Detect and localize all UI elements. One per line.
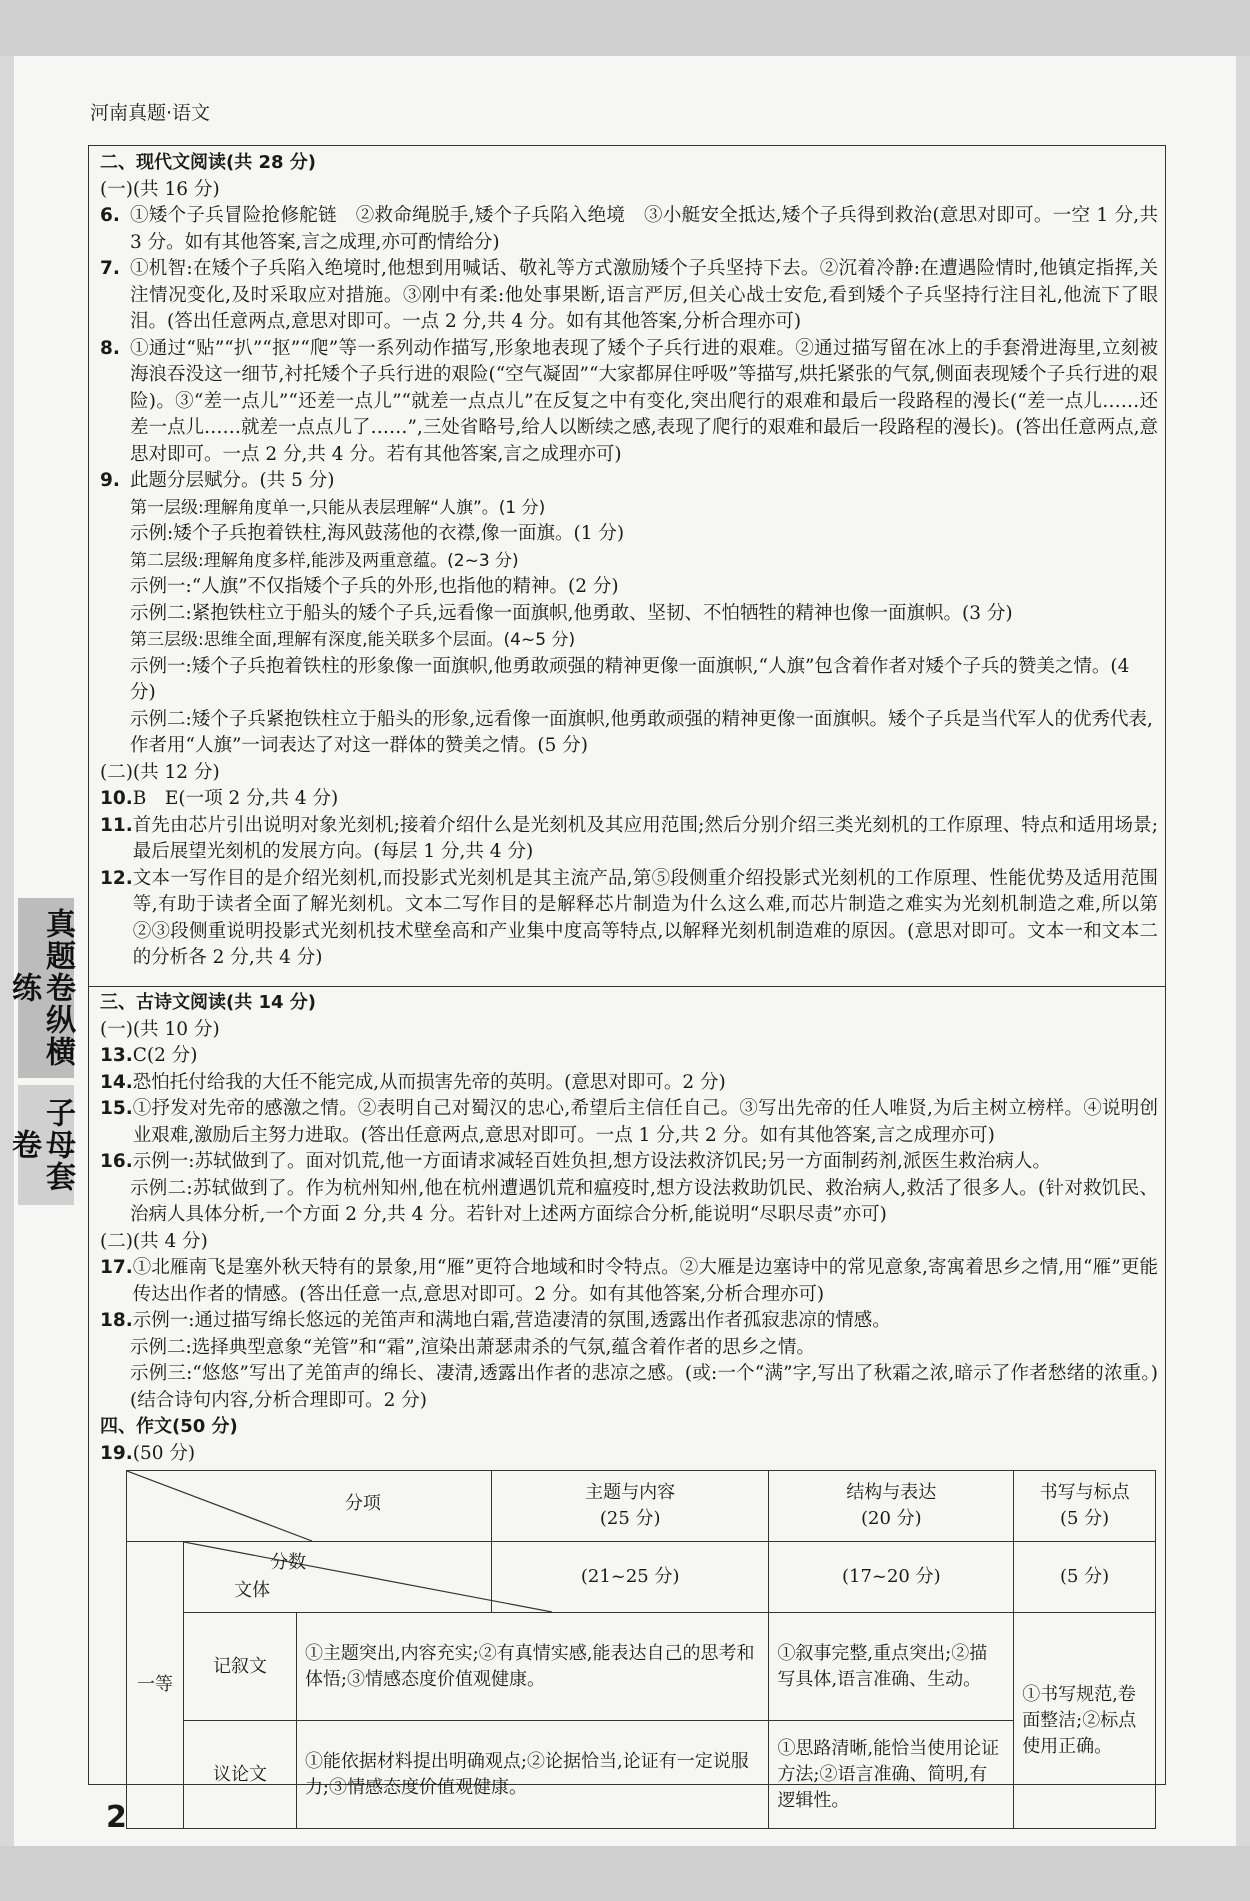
question-number: 13. <box>100 1045 133 1066</box>
genre-narrative: 记叙文 <box>184 1613 297 1721</box>
answer-text: ①抒发对先帝的感激之情。②表明自己对蜀汉的忠心,希望后主信任自己。③写出先帝的任人唯贤,为后主树立榜样。④说明创业艰难,激励后主努力进取。(答出任意两点,意思对即可。一点 1 分,共 2 分。如有其他答案,言之成理亦可) <box>132 1098 1158 1146</box>
question-13 <box>100 1043 1158 1070</box>
answer-text: 文本一写作目的是介绍光刻机,而投影式光刻机是其主流产品,第⑤段侧重介绍投影式光刻机的工作原理、性能优势及适用范围等,有助于读者全面了解光刻机。文本二写作目的是解释芯片制造为什么这么难,而芯片制造之难实为光刻机制造之难,所以第②③段侧重说明投影式光刻机技术壁垒高和产业集中度高等特点,以解释光刻机制造难的原因。(意思对即可。文本一和文本二的分析各 2 分,共 4 分) <box>132 867 1158 968</box>
question-10 <box>100 786 1158 813</box>
range-structure: (17~20 分) <box>769 1542 1014 1613</box>
question-7 <box>100 256 1158 336</box>
table-corner <box>127 1471 492 1542</box>
answer-text: 示例一:通过描写绵长悠远的羌笛声和满地白霜,营造凄清的氛围,透露出作者孤寂悲凉的情感。 <box>132 1310 891 1331</box>
question-6 <box>100 203 1158 256</box>
question-14 <box>100 1070 1158 1097</box>
question-number: 7. <box>100 258 120 279</box>
answer-text: 恐怕托付给我的大任不能完成,从而损害先帝的英明。(意思对即可。2 分) <box>132 1071 726 1093</box>
question-number: 17. <box>100 1257 133 1278</box>
answer-text: (50 分) <box>132 1442 196 1464</box>
question-8 <box>100 336 1158 469</box>
question-number: 16. <box>100 1151 133 1172</box>
genre-argumentative: 议论文 <box>184 1721 297 1829</box>
question-number: 18. <box>100 1310 133 1331</box>
question-number: 19. <box>100 1442 133 1464</box>
narrative-structure: ①叙事完整,重点突出;②描写具体,语言准确、生动。 <box>769 1613 1014 1721</box>
question-number: 6. <box>100 205 120 226</box>
section-title: 二、现代文阅读(共 28 分) <box>100 152 317 173</box>
header-writing-label: 书写与标点 <box>1039 1482 1130 1503</box>
level-line: 第二层级:理解角度多样,能涉及两重意蕴。(2~3 分) <box>130 550 519 571</box>
example-line: 示例二:紧抱铁柱立于船头的矮个子兵,远看像一面旗帜,他勇敢、坚韧、不怕牺牲的精神也像一面旗帜。(3 分) <box>130 602 1013 624</box>
range-writing: (5 分) <box>1014 1542 1156 1613</box>
argumentative-content: ①能依据材料提出明确观点;②论据恰当,论证有一定说服力;③情感态度价值观健康。 <box>296 1721 769 1829</box>
question-number: 14. <box>100 1071 133 1093</box>
question-number: 15. <box>100 1098 133 1119</box>
answer-text: ①北雁南飞是塞外秋天特有的景象,用“雁”更符合地域和时令特点。②大雁是边塞诗中的常见意象,寄寓着思乡之情,用“雁”更能传达出作者的情感。(答出任意一点,意思对即可。2 分。如有其他答案,分析合理亦可) <box>132 1257 1158 1305</box>
answer-text: 首先由芯片引出说明对象光刻机;接着介绍什么是光刻机及其应用范围;然后分别介绍三类光刻机的工作原理、特点和适用场景;最后展望光刻机的发展方向。(每层 1 分,共 4 分) <box>132 814 1158 862</box>
argumentative-structure: ①思路清晰,能恰当使用论证方法;②语言准确、简明,有逻辑性。 <box>769 1721 1014 1829</box>
score-genre-cell <box>184 1542 492 1613</box>
narrative-content: ①主题突出,内容充实;②有真情实感,能表达自己的思考和体悟;③情感态度价值观健康。 <box>296 1613 769 1721</box>
answer-text: B E(一项 2 分,共 4 分) <box>132 788 339 809</box>
example-line: 示例二:矮个子兵紧抱铁柱立于船头的形象,远看像一面旗帜,他勇敢顽强的精神更像一面旗帜。矮个子兵是当代军人的优秀代表,作者用“人旗”一词表达了对这一群体的赞美之情。(5 分) <box>130 708 1153 756</box>
question-number: 8. <box>100 337 120 359</box>
question-15 <box>100 1096 1158 1149</box>
example-line: 示例二:苏轼做到了。作为杭州知州,他在杭州遭遇饥荒和瘟疫时,想方设法救助饥民、救治病人,救活了很多人。(针对救饥民、治病人具体分析,一个方面 2 分,共 4 分。若针对上述两方面综合分析,能说明“尽职尽责”亦可) <box>130 1177 1158 1225</box>
header-item: 分项 <box>344 1493 381 1514</box>
question-9 <box>100 468 1158 495</box>
question-number: 10. <box>100 788 133 809</box>
header-structure <box>769 1471 1014 1542</box>
question-19 <box>100 1441 1158 1468</box>
answer-text: ①矮个子兵冒险抢修舵链 ②救命绳脱手,矮个子兵陷入绝境 ③小艇安全抵达,矮个子兵得到救治(意思对即可。一空 1 分,共 3 分。如有其他答案,言之成理,亦可酌情给分) <box>130 205 1158 253</box>
sidebar-tab-exam: 真题卷纵横练 <box>18 898 74 1078</box>
header-writing-score: (5 分) <box>1059 1508 1110 1529</box>
sidebar-tab-set: 子母套卷 <box>18 1085 74 1205</box>
answer-text: C(2 分) <box>132 1045 198 1066</box>
question-number: 12. <box>100 867 133 889</box>
question-12 <box>100 866 1158 972</box>
header-content-score: (25 分) <box>599 1508 661 1529</box>
level-line: 第三层级:思维全面,理解有深度,能关联多个层面。(4~5 分) <box>130 630 576 650</box>
section-title: 四、作文(50 分) <box>100 1416 238 1437</box>
section-modern-reading <box>100 150 1158 972</box>
part-title: (二)(共 4 分) <box>100 1230 208 1252</box>
writing-criteria: ①书写规范,卷面整洁;②标点使用正确。 <box>1014 1613 1156 1829</box>
answer-text: 示例一:苏轼做到了。面对饥荒,他一方面请求减轻百姓负担,想方设法救济饥民;另一方面制药剂,派医生救治病人。 <box>132 1151 1051 1172</box>
question-number: 11. <box>100 814 133 836</box>
example-line: 示例三:“悠悠”写出了羌笛声的绵长、凄清,透露出作者的悲凉之感。(或:一个“满”字,写出了秋霜之浓,暗示了作者愁绪的浓重。)(结合诗句内容,分析合理即可。2 分) <box>130 1363 1158 1411</box>
part-title: (一)(共 16 分) <box>100 178 220 200</box>
question-16 <box>100 1149 1158 1176</box>
section-classical-reading <box>100 990 1158 1467</box>
header-writing <box>1014 1471 1156 1542</box>
part-title: (二)(共 12 分) <box>100 761 220 783</box>
section-title: 三、古诗文阅读(共 14 分) <box>100 992 317 1013</box>
grade-cell: 一等 <box>127 1542 184 1829</box>
question-number: 9. <box>100 470 120 491</box>
scan-top-margin <box>0 0 1250 56</box>
header-score: 分数 <box>270 1552 307 1573</box>
diagonal-line <box>127 1471 557 1541</box>
range-content: (21~25 分) <box>491 1542 769 1613</box>
answer-text: 此题分层赋分。(共 5 分) <box>130 470 335 491</box>
page-header: 河南真题·语文 <box>90 102 211 124</box>
answer-text: ①通过“贴”“扒”“抠”“爬”等一系列动作描写,形象地表现了矮个子兵行进的艰难。②通过描写留在冰上的手套滑进海里,立刻被海浪吞没这一细节,衬托矮个子兵行进的艰险(“空气凝固”“大家都屏住呼吸”等描写,烘托紧张的气氛,侧面表现矮个子兵行进的艰险)。③“差一点儿”“还差一点儿”“就差一点点儿”在反复之中有变化,突出爬行的艰难和最后一段路程的漫长(“差一点儿……还差一点儿……就差一点点儿了……”,三处省略号,给人以断续之感,表现了爬行的艰难和最后一段路程的漫长)。(答出任意两点,意思对即可。一点 2 分,共 4 分。若有其他答案,言之成理亦可) <box>130 337 1158 465</box>
grading-table <box>126 1470 1156 1829</box>
question-18 <box>100 1308 1158 1335</box>
example-line: 示例二:选择典型意象“羌管”和“霜”,渲染出萧瑟肃杀的气氛,蕴含着作者的思乡之情。 <box>130 1336 815 1358</box>
header-structure-score: (20 分) <box>860 1508 922 1529</box>
header-content-label: 主题与内容 <box>585 1482 676 1503</box>
section-divider <box>88 986 1166 987</box>
example-line: 示例一:矮个子兵抱着铁柱的形象像一面旗帜,他勇敢顽强的精神更像一面旗帜,“人旗”包含着作者对矮个子兵的赞美之情。(4 分) <box>130 655 1130 703</box>
essay-grading-table <box>126 1470 1156 1829</box>
page-number: 2 <box>106 1800 127 1835</box>
part-title: (一)(共 10 分) <box>100 1018 220 1040</box>
answer-text: ①机智:在矮个子兵陷入绝境时,他想到用喊话、敬礼等方式激励矮个子兵坚持下去。②沉着冷静:在遭遇险情时,他镇定指挥,关注情况变化,及时采取应对措施。③刚中有柔:他处事果断,语言严厉,但关心战士安危,看到矮个子兵坚持行注目礼,他流下了眼泪。(答出任意两点,意思对即可。一点 2 分,共 4 分。如有其他答案,分析合理亦可) <box>130 258 1158 332</box>
scan-bottom-margin <box>0 1846 1250 1901</box>
header-structure-label: 结构与表达 <box>846 1482 937 1503</box>
example-line: 示例一:“人旗”不仅指矮个子兵的外形,也指他的精神。(2 分) <box>130 576 619 597</box>
example-line: 示例:矮个子兵抱着铁柱,海风鼓荡他的衣襟,像一面旗。(1 分) <box>130 523 625 544</box>
question-11 <box>100 813 1158 866</box>
question-17 <box>100 1255 1158 1308</box>
header-genre: 文体 <box>234 1580 271 1601</box>
level-line: 第一层级:理解角度单一,只能从表层理解“人旗”。(1 分) <box>130 497 546 518</box>
